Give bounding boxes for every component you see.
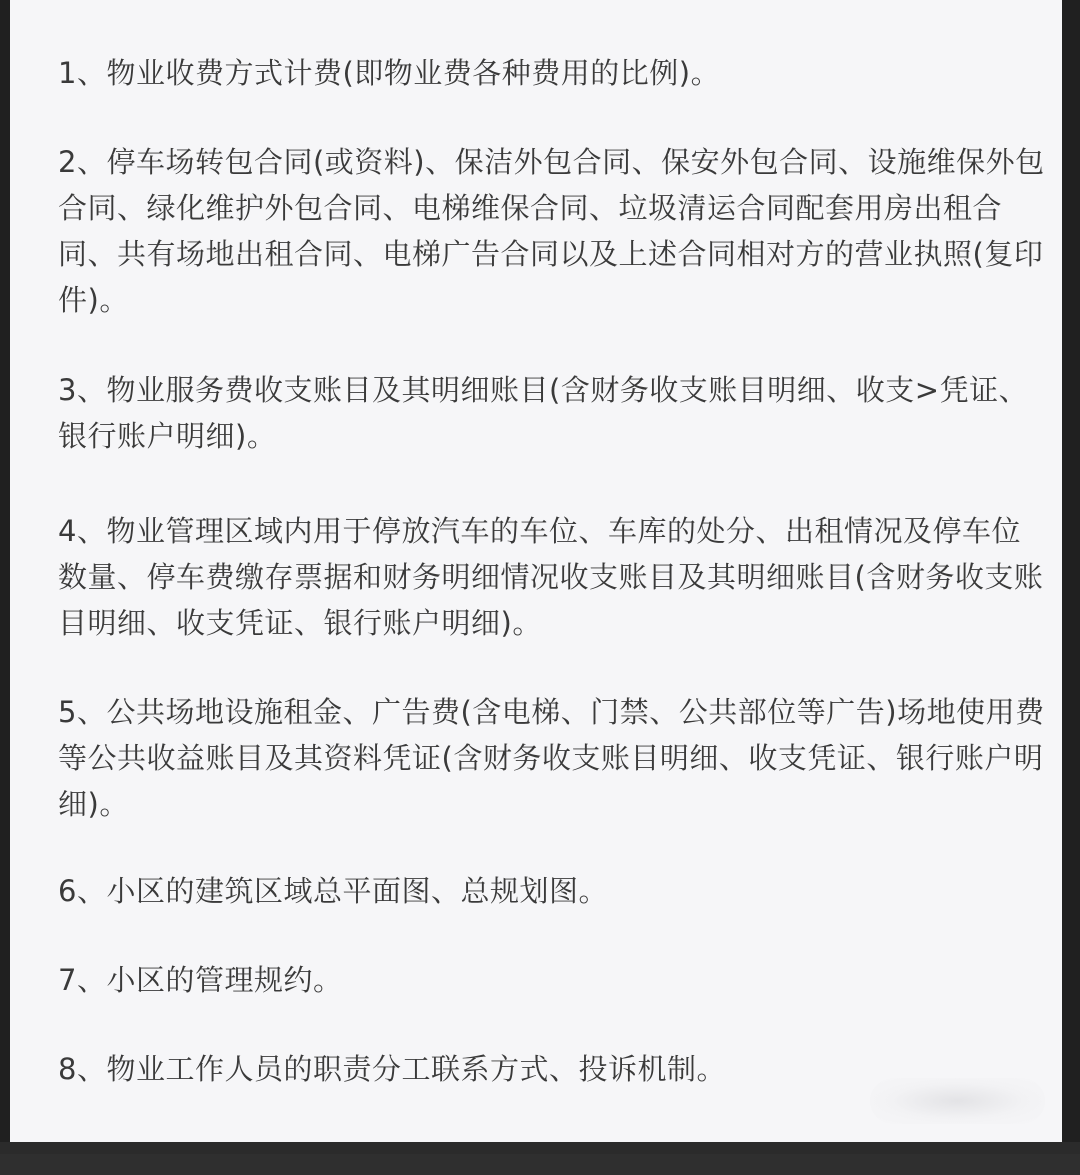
list-item-2: 2、停车场转包合同(或资料)、保洁外包合同、保安外包合同、设施维保外包合同、绿化维护外包合同、电梯维保合同、垃圾清运合同配套用房出租合同、共有场地出租合同、电梯广告合同以及上述合同相对方的营业执照(复印件)。: [58, 145, 1045, 317]
blur-smudge: [870, 1078, 1045, 1124]
list-item-5: 5、公共场地设施租金、广告费(含电梯、门禁、公共部位等广告)场地使用费等公共收益账目及其资料凭证(含财务收支账目明细、收支凭证、银行账户明细)。: [58, 695, 1045, 821]
document-page: [10, 0, 1062, 1142]
list-item-1: 1、物业收费方式计费(即物业费各种费用的比例)。: [58, 56, 721, 90]
list-item-8: 8、物业工作人员的职责分工联系方式、投诉机制。: [58, 1052, 726, 1086]
bottom-bar: [0, 1154, 1080, 1175]
list-item-3: 3、物业服务费收支账目及其明细账目(含财务收支账目明细、收支>凭证、银行账户明细)。: [58, 373, 1029, 453]
list-item-7: 7、小区的管理规约。: [58, 963, 343, 997]
list-item-4: 4、物业管理区域内用于停放汽车的车位、车库的处分、出租情况及停车位数量、停车费缴存票据和财务明细情况收支账目及其明细账目(含财务收支账目明细、收支凭证、银行账户明细)。: [58, 514, 1044, 640]
list-item-6: 6、小区的建筑区域总平面图、总规划图。: [58, 874, 608, 908]
